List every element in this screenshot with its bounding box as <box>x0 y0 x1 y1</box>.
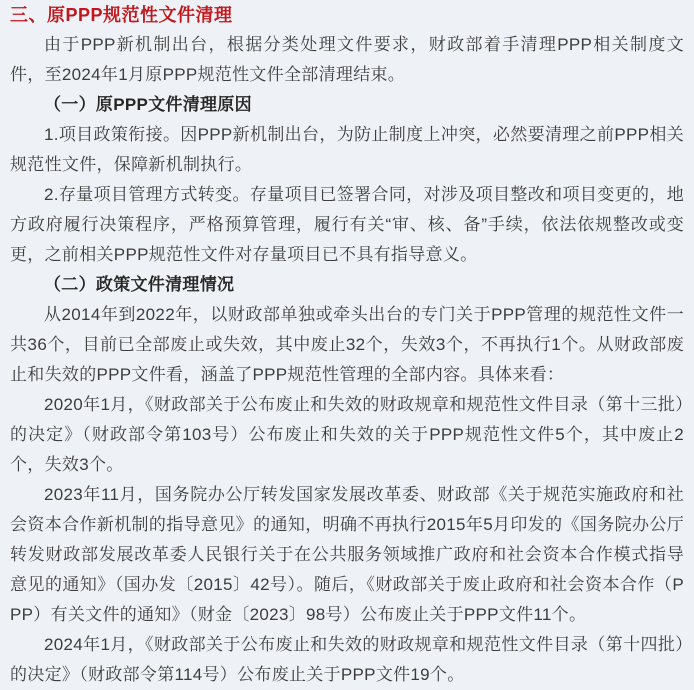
paragraph: 2020年1月，《财政部关于公布废止和失效的财政规章和规范性文件目录（第十三批）的决定》（财政部令第103号）公布废止和失效的关于PPP规范性文件5个，其中废止2个，失效3个。 <box>10 395 684 474</box>
section-heading: （二）政策文件清理情况 <box>44 275 235 294</box>
document-title: 三、原PPP规范性文件清理 <box>10 5 233 25</box>
section-heading: （一）原PPP文件清理原因 <box>44 95 252 114</box>
paragraph: 2.存量项目管理方式转变。存量项目已签署合同，对涉及项目整改和项目变更的，地方政府履行决策程序，严格预算管理，履行有关“审、核、备”手续，依法依规整改或变更，之前相关PPP规范性文件对存量项目已不具有指导意义。 <box>10 185 684 264</box>
paragraph: 1.项目政策衔接。因PPP新机制出台，为防止制度上冲突，必然要清理之前PPP相关规范性文件，保障新机制执行。 <box>10 125 684 174</box>
paragraph: 2023年11月，国务院办公厅转发国家发展改革委、财政部《关于规范实施政府和社会资本合作新机制的指导意见》的通知，明确不再执行2015年5月印发的《国务院办公厅转发财政部发展改革委人民银行关于在公共服务领域推广政府和社会资本合作模式指导意见的通知》（国办发〔2015〕42号）。随后，《财政部关于废止政府和社会资本合作（PPP）有关文件的通知》（财金〔2023〕98号）公布废止关于PPP文件11个。 <box>10 485 684 624</box>
paragraph: 从2014年到2022年，以财政部单独或牵头出台的专门关于PPP管理的规范性文件一共36个，目前已全部废止或失效，其中废止32个，失效3个，不再执行1个。从财政部废止和失效的PPP文件看，涵盖了PPP规范性管理的全部内容。具体来看： <box>10 305 684 384</box>
document-body <box>10 30 684 690</box>
paragraph: 2024年1月，《财政部关于公布废止和失效的财政规章和规范性文件目录（第十四批）的决定》（财政部令第114号）公布废止关于PPP文件19个。 <box>10 635 684 684</box>
paragraph: 由于PPP新机制出台，根据分类处理文件要求，财政部着手清理PPP相关制度文件，至2024年1月原PPP规范性文件全部清理结束。 <box>10 35 684 84</box>
